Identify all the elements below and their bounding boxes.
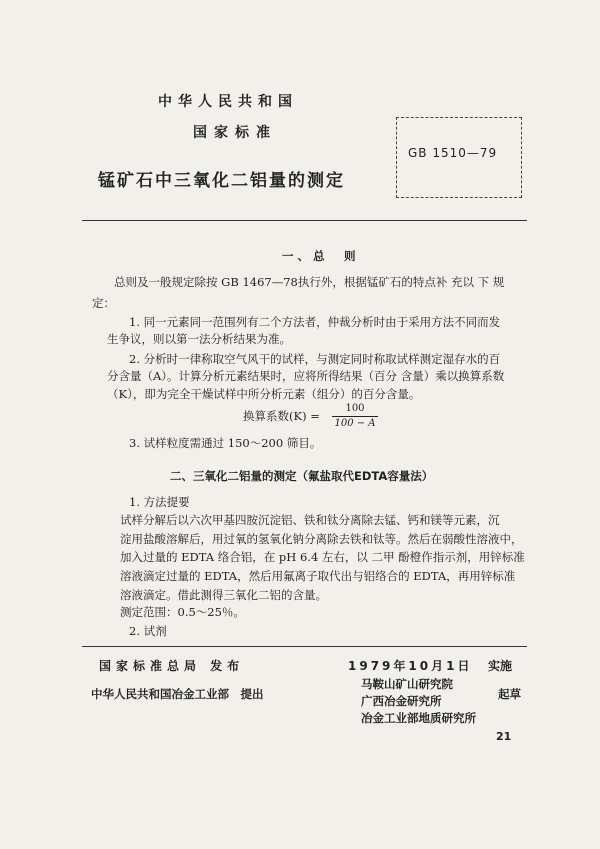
item2-line-1: 2. 分析时一律称取空气风干的试样，与测定同时称取试样测定湿存水的百 bbox=[129, 352, 501, 366]
drafter-1: 马鞍山矿山研究院 bbox=[361, 677, 453, 691]
formula-denominator: 100 − A bbox=[334, 418, 376, 429]
item1-line-2: 生争议，则以第一法分析结果为准。 bbox=[107, 332, 291, 346]
implement-label: 实施 bbox=[488, 659, 513, 673]
country-name: 中华人民共和国 bbox=[158, 94, 298, 110]
method-para-line-5: 溶液滴定。借此测得三氧化二铝的含量。 bbox=[120, 588, 327, 602]
item2-line-3: （K），即为完全干燥试样中所分析元素（组分）的百分含量。 bbox=[107, 387, 421, 401]
method-para-line-4: 溶液滴定过量的 EDTA，然后用氟离子取代出与铝络合的 EDTA，再用锌标准 bbox=[120, 569, 516, 583]
top-divider bbox=[82, 220, 527, 221]
formula-label: 换算系数(K) = bbox=[243, 409, 320, 423]
drafter-list bbox=[361, 676, 476, 727]
document-title: 锰矿石中三氧化二铝量的测定 bbox=[98, 171, 345, 191]
intro-line-1: 总则及一般规定除按 GB 1467—78执行外，根据锰矿石的特点补 充以 下 规 bbox=[114, 275, 505, 289]
page-number: 21 bbox=[496, 730, 512, 743]
item3-line: 3. 试样粒度需通过 150～200 筛目。 bbox=[129, 436, 322, 450]
issue-date: 1979年10月1日 bbox=[348, 659, 473, 673]
formula-fraction bbox=[332, 402, 378, 431]
standard-code: GB 1510—79 bbox=[408, 146, 498, 160]
section1-heading: 一、总 则 bbox=[282, 249, 360, 263]
method-para-line-3: 加入过量的 EDTA 络合铝，在 pH 6.4 左右，以 二甲 酚橙作指示剂，用锌标准 bbox=[120, 550, 525, 564]
method-para-line-2: 淀用盐酸溶解后，用过氧的氢氧化钠分离除去铁和钛等。然后在弱酸性溶液中， bbox=[120, 532, 523, 546]
item1-line-1: 1. 同一元素同一范围列有二个方法者，仲裁分析时由于采用方法不同而发 bbox=[129, 315, 501, 329]
measurement-range: 测定范围：0.5～25％。 bbox=[120, 605, 245, 619]
method-para-line-1: 试样分解后以六次甲基四胺沉淀铝、铁和钛分离除去锰、钙和镁等元素，沉 bbox=[120, 513, 500, 527]
section2-heading: 二、三氧化二铝量的测定（氟盐取代EDTA容量法） bbox=[170, 469, 434, 483]
intro-line-2: 定： bbox=[92, 296, 115, 310]
subsection-reagents: 2. 试剂 bbox=[129, 624, 167, 638]
proposer: 中华人民共和国冶金工业部 提出 bbox=[91, 687, 264, 701]
national-standard-label: 国家标准 bbox=[193, 125, 277, 141]
bottom-divider bbox=[82, 646, 527, 647]
drafter-2: 广西冶金研究所 bbox=[361, 694, 442, 708]
formula-numerator: 100 bbox=[332, 402, 378, 417]
drafter-3: 冶金工业部地质研究所 bbox=[361, 711, 476, 725]
draft-label: 起草 bbox=[498, 687, 521, 701]
item2-line-2: 分含量（A）。计算分析元素结果时，应将所得结果（百分 含量）乘以换算系数 bbox=[107, 369, 505, 383]
issuer: 国家标准总局 发布 bbox=[99, 659, 245, 673]
subsection-method-summary: 1. 方法提要 bbox=[129, 495, 190, 509]
